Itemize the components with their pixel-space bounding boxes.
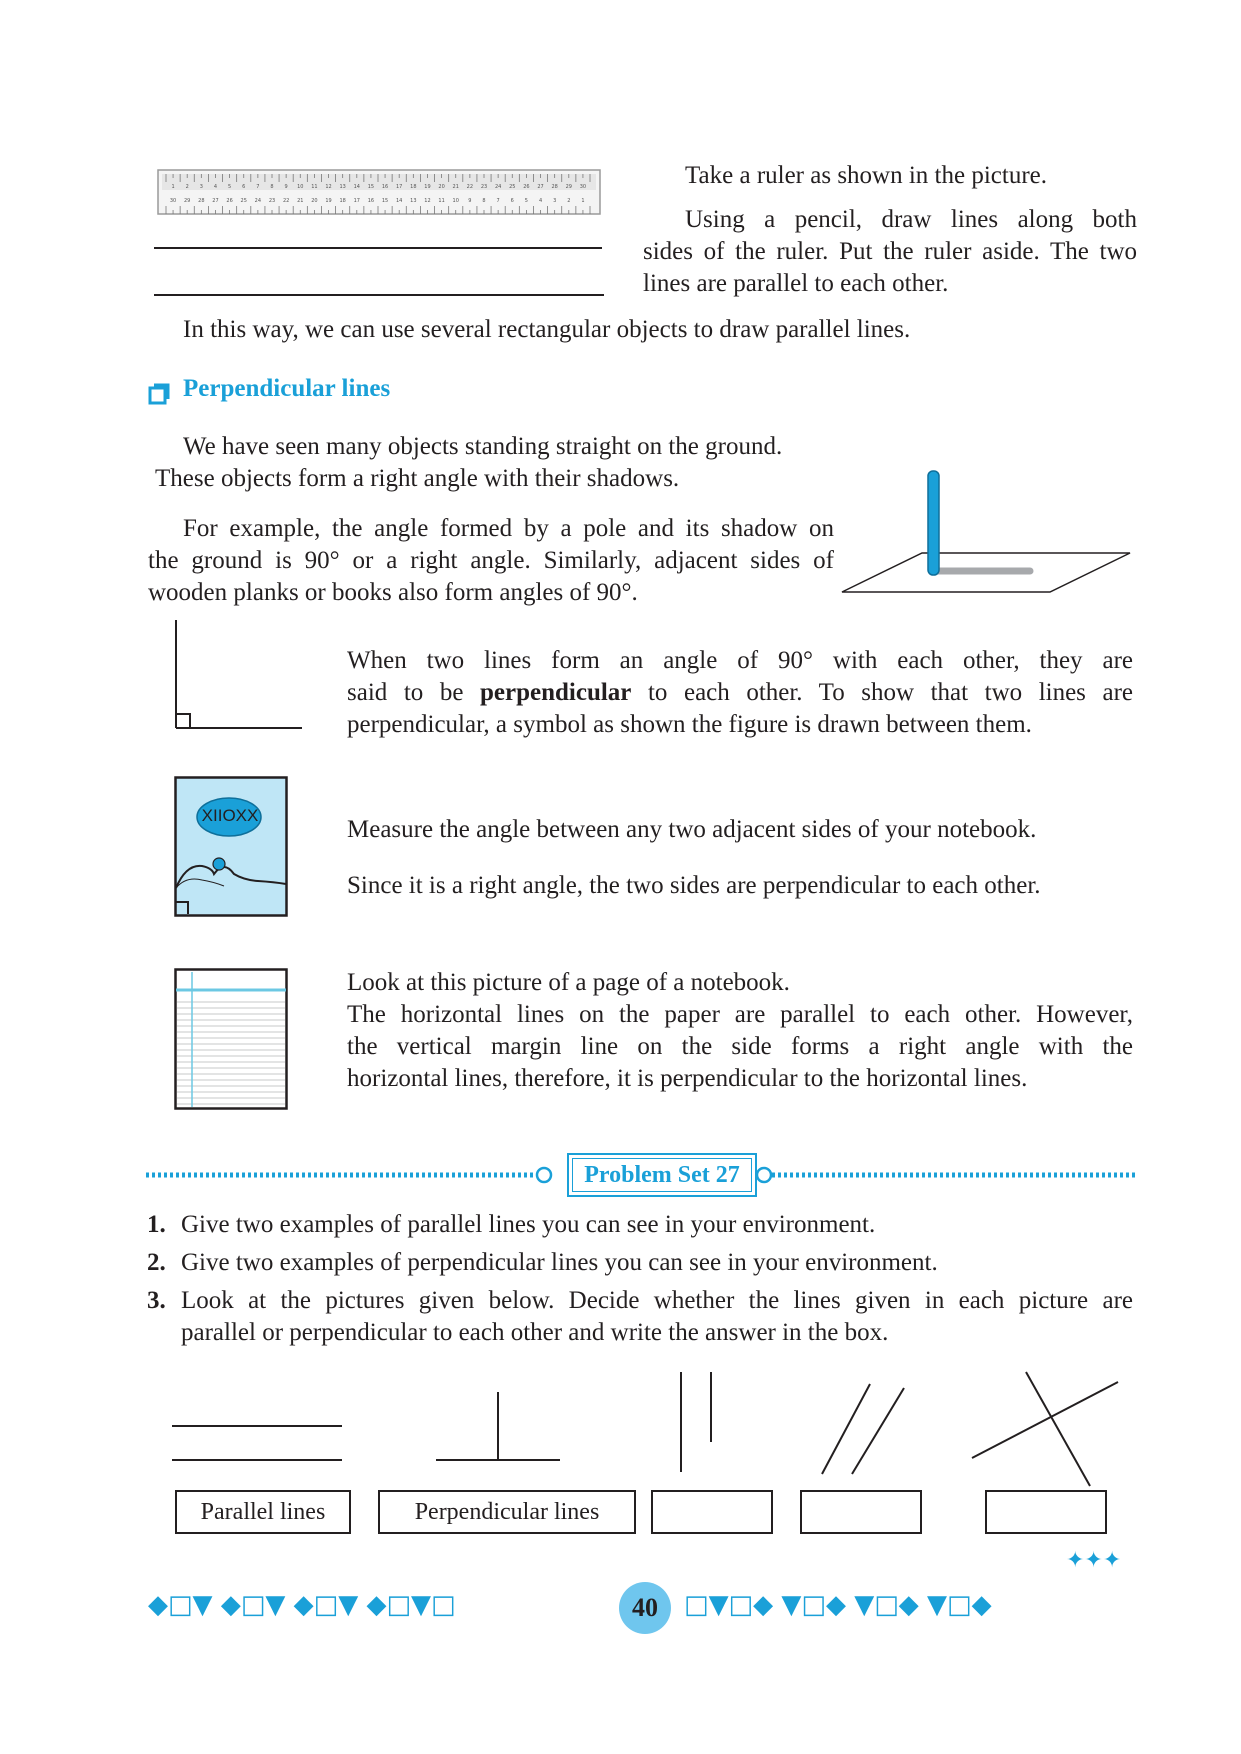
answer-box-1[interactable]: Parallel lines xyxy=(175,1490,351,1534)
notebook-text-line: Look at this picture of a page of a notebook. xyxy=(347,969,790,996)
ruler-number: 27 xyxy=(537,184,544,190)
ruler-number: 11 xyxy=(438,198,445,204)
ruler-number: 22 xyxy=(466,184,474,190)
notebook-label: XIIOXX xyxy=(201,806,259,825)
ruler-number: 1 xyxy=(171,184,175,190)
answer-box-3[interactable] xyxy=(651,1490,773,1534)
ruler-number: 7 xyxy=(496,198,500,204)
right-angle-figure xyxy=(170,618,310,733)
ruler-number: 12 xyxy=(325,184,332,190)
ruler-number: 10 xyxy=(297,184,304,190)
ruler-number: 3 xyxy=(199,184,203,190)
footer-ornament-left: ◆□▼ ◆□▼ ◆□▼ ◆□▼□ xyxy=(148,1590,456,1620)
section-heading: Perpendicular lines xyxy=(183,375,391,402)
definition-line: said to be perpendicular to each other. To show that two lines are xyxy=(347,679,1133,706)
end-stars: ✦✦✦ xyxy=(1066,1548,1122,1573)
notebook-text-line: the vertical margin line on the side forms a right angle with the xyxy=(347,1033,1133,1060)
ruler-number: 10 xyxy=(452,198,459,204)
figure-parallel-slanted xyxy=(818,1382,908,1476)
ruler-number: 13 xyxy=(410,198,417,204)
ruler-number: 18 xyxy=(410,184,417,190)
ruler-conclusion: In this way, we can use several rectangular objects to draw parallel lines. xyxy=(183,316,911,343)
ruler-number: 4 xyxy=(538,198,543,204)
heading-bullet-icon xyxy=(148,383,170,405)
question-3-cont: parallel or perpendicular to each other and write the answer in the box. xyxy=(181,1319,889,1346)
pole-shadow-figure xyxy=(840,465,1140,605)
ruler-number: 1 xyxy=(581,198,585,204)
since-text: Since it is a right angle, the two sides are perpendicular to each other. xyxy=(347,872,1041,899)
ruler-number: 7 xyxy=(256,184,260,190)
example-line: For example, the angle formed by a pole and its shadow on xyxy=(183,515,834,542)
ruler-number: 29 xyxy=(565,184,572,190)
notebook-text-line: horizontal lines, therefore, it is perpendicular to the horizontal lines. xyxy=(347,1065,1028,1092)
ruler-number: 21 xyxy=(297,198,304,204)
ruler-text-line: Using a pencil, draw lines along both xyxy=(685,206,1137,233)
intro-line: We have seen many objects standing straight on the ground. xyxy=(183,433,783,460)
figure-perpendicular-t xyxy=(434,1390,564,1462)
ruler-number: 23 xyxy=(480,184,488,190)
ruler-number: 5 xyxy=(524,198,528,204)
ruler-number: 12 xyxy=(424,198,431,204)
ruler-number: 19 xyxy=(325,198,332,204)
problem-set-title: Problem Set 27 xyxy=(567,1153,757,1197)
ruler-number: 13 xyxy=(339,184,346,190)
ruler-number: 14 xyxy=(353,184,360,190)
ruler-number: 30 xyxy=(169,198,177,204)
ruler-number: 4 xyxy=(213,184,218,190)
ruler-figure xyxy=(150,166,610,306)
ruler-number: 5 xyxy=(228,184,232,190)
measure-text: Measure the angle between any two adjacent sides of your notebook. xyxy=(347,816,1037,843)
answer-box-4[interactable] xyxy=(800,1490,922,1534)
ruler-number: 2 xyxy=(185,184,189,190)
figure-parallel-horizontal xyxy=(170,1420,346,1470)
ruler-number: 21 xyxy=(452,184,459,190)
ruler-number: 3 xyxy=(553,198,557,204)
ruler-number: 17 xyxy=(353,198,360,204)
keyword-perpendicular: perpendicular xyxy=(480,679,632,706)
ruler-number: 20 xyxy=(311,198,318,204)
ruler-instruction: Take a ruler as shown in the picture. xyxy=(685,162,1048,189)
ruler-number: 15 xyxy=(381,198,389,204)
ruler-number: 25 xyxy=(509,184,516,190)
ruler-number: 26 xyxy=(523,184,530,190)
ruler-number: 28 xyxy=(198,198,205,204)
answer-box-2[interactable]: Perpendicular lines xyxy=(378,1490,636,1534)
ruler-number: 19 xyxy=(424,184,431,190)
ruler-number: 14 xyxy=(396,198,403,204)
ruler-number: 9 xyxy=(284,184,288,190)
ruler-number: 6 xyxy=(242,184,246,190)
intro-line: These objects form a right angle with their shadows. xyxy=(155,465,680,492)
figure-intersecting-lines xyxy=(970,1370,1122,1488)
question-1: 1. Give two examples of parallel lines you can see in your environment. xyxy=(147,1211,876,1238)
ruler-number: 16 xyxy=(381,184,389,190)
example-line: wooden planks or books also form angles of 90°. xyxy=(148,579,638,606)
ruler-number: 16 xyxy=(367,198,375,204)
figure-parallel-vertical xyxy=(676,1370,716,1474)
ruler-number: 30 xyxy=(579,184,587,190)
ruler-text-line: sides of the ruler. Put the ruler aside. The two xyxy=(643,238,1137,265)
notebook-page-figure xyxy=(174,968,290,1112)
ruler-number: 20 xyxy=(438,184,445,190)
ruler-number: 8 xyxy=(270,184,274,190)
ruler-number: 15 xyxy=(367,184,375,190)
ruler-number: 9 xyxy=(468,198,472,204)
ruler-number: 18 xyxy=(339,198,346,204)
notebook-cover-figure xyxy=(174,776,290,919)
ruler-number: 24 xyxy=(494,184,502,190)
answer-box-5[interactable] xyxy=(985,1490,1107,1534)
definition-line: perpendicular, a symbol as shown the figure is drawn between them. xyxy=(347,711,1032,738)
ruler-number: 28 xyxy=(551,184,558,190)
ruler-text-line: lines are parallel to each other. xyxy=(643,270,949,297)
ruler-number: 17 xyxy=(396,184,403,190)
ruler-number: 11 xyxy=(311,184,318,190)
definition-line: When two lines form an angle of 90° with each other, they are xyxy=(347,647,1133,674)
footer-ornament-right: □▼□◆ ▼□◆ ▼□◆ ▼□◆ xyxy=(684,1590,992,1620)
ruler-number: 2 xyxy=(567,198,571,204)
ruler-number: 6 xyxy=(510,198,514,204)
example-line: the ground is 90° or a right angle. Similarly, adjacent sides of xyxy=(148,547,834,574)
question-3: 3. Look at the pictures given below. Decide whether the lines given in each picture are xyxy=(147,1287,1133,1314)
ruler-number: 25 xyxy=(240,198,247,204)
page-number: 40 xyxy=(619,1582,671,1634)
ruler-number: 27 xyxy=(212,198,219,204)
ruler-number: 22 xyxy=(282,198,290,204)
ruler-number: 23 xyxy=(268,198,276,204)
question-2: 2. Give two examples of perpendicular lines you can see in your environment. xyxy=(147,1249,938,1276)
ruler-number: 26 xyxy=(226,198,233,204)
notebook-text-line: The horizontal lines on the paper are parallel to each other. However, xyxy=(347,1001,1133,1028)
ruler-number: 8 xyxy=(482,198,486,204)
ruler-number: 24 xyxy=(254,198,262,204)
ruler-number: 29 xyxy=(184,198,191,204)
